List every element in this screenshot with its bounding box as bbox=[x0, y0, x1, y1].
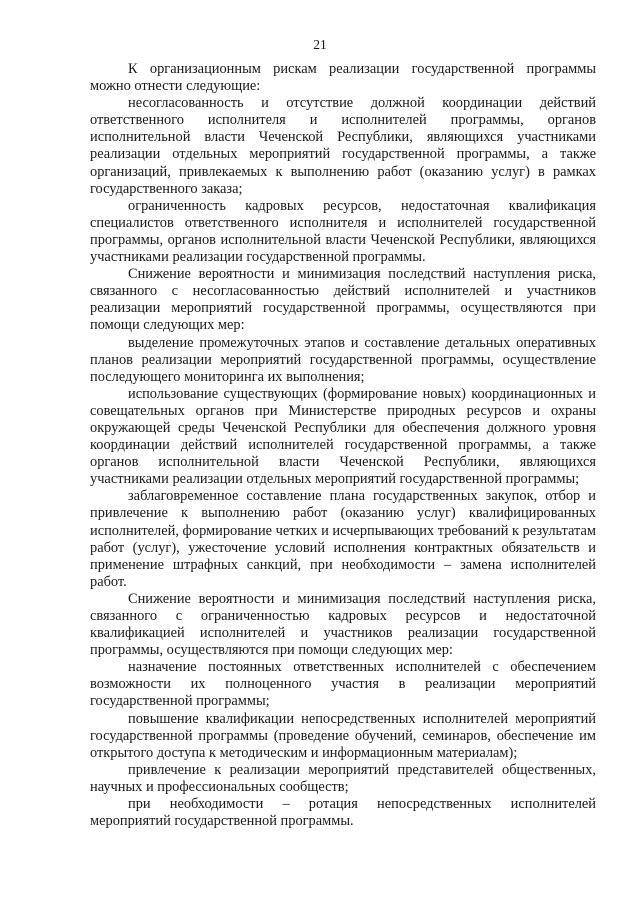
measure-item-paragraph: использование существующих (формирование новых) координационных и совещательных органов при Министерстве природных ресурсов и охраны окружающей среды Чеченской Республики для обеспечения должного уровня координации действий исполнителей государственной программы, а также органов исполнительной власти Чеченской Республики, являющихся участниками реализации отдельных мероприятий государственной программы; bbox=[90, 385, 596, 488]
measure-item-paragraph: повышение квалификации непосредственных исполнителей мероприятий государственной программы (проведение обучений, семинаров, обеспечение им открытого доступа к методическим и информационным материалам); bbox=[90, 710, 596, 761]
measure-item-paragraph: привлечение к реализации мероприятий представителей общественных, научных и профессиональных сообществ; bbox=[90, 761, 596, 795]
page-number: 21 bbox=[313, 37, 327, 52]
measure-item-paragraph: назначение постоянных ответственных исполнителей с обеспечением возможности их полноценного участия в реализации мероприятий государственной программы; bbox=[90, 659, 596, 710]
measure-item-paragraph: заблаговременное составление плана государственных закупок, отбор и привлечение к выполнению работ (оказанию услуг) квалифицированных исполнителей, формирование четких и исчерпывающих требований к результатам работ (услуг), ужесточение условий исполнения контрактных обязательств и применение штрафных санкций, при необходимости – замена исполнителей работ. bbox=[90, 488, 596, 590]
document-body bbox=[90, 61, 596, 830]
mitigation-intro-paragraph: Снижение вероятности и минимизация последствий наступления риска, связанного с ограниченностью кадровых ресурсов и недостаточной квалификацией исполнителей и участников реализации государственной программы, осуществляются при помощи следующих мер: bbox=[90, 590, 596, 659]
measure-item-paragraph: при необходимости – ротация непосредственных исполнителей мероприятий государственной программы. bbox=[90, 796, 596, 830]
intro-paragraph: К организационным рискам реализации государственной программы можно отнести следующие: bbox=[90, 61, 596, 95]
risk-item-paragraph: несогласованность и отсутствие должной координации действий ответственного исполнителя и исполнителей программы, органов исполнительной власти Чеченской Республики, являющихся участниками реализации отдельных мероприятий государственной программы, а также организаций, привлекаемых к выполнению работ (оказанию услуг) в рамках государственного заказа; bbox=[90, 95, 596, 197]
mitigation-intro-paragraph: Снижение вероятности и минимизация последствий наступления риска, связанного с несогласованностью действий исполнителей и участников реализации мероприятий государственной программы, осуществляются при помощи следующих мер: bbox=[90, 266, 596, 334]
measure-item-paragraph: выделение промежуточных этапов и составление детальных оперативных планов реализации мероприятий государственной программы, осуществление последующего мониторинга их выполнения; bbox=[90, 334, 596, 385]
risk-item-paragraph: ограниченность кадровых ресурсов, недостаточная квалификация специалистов ответственного исполнителя и исполнителей государственной программы, органов исполнительной власти Чеченской Республики, являющихся участниками реализации государственной программы. bbox=[90, 197, 596, 266]
